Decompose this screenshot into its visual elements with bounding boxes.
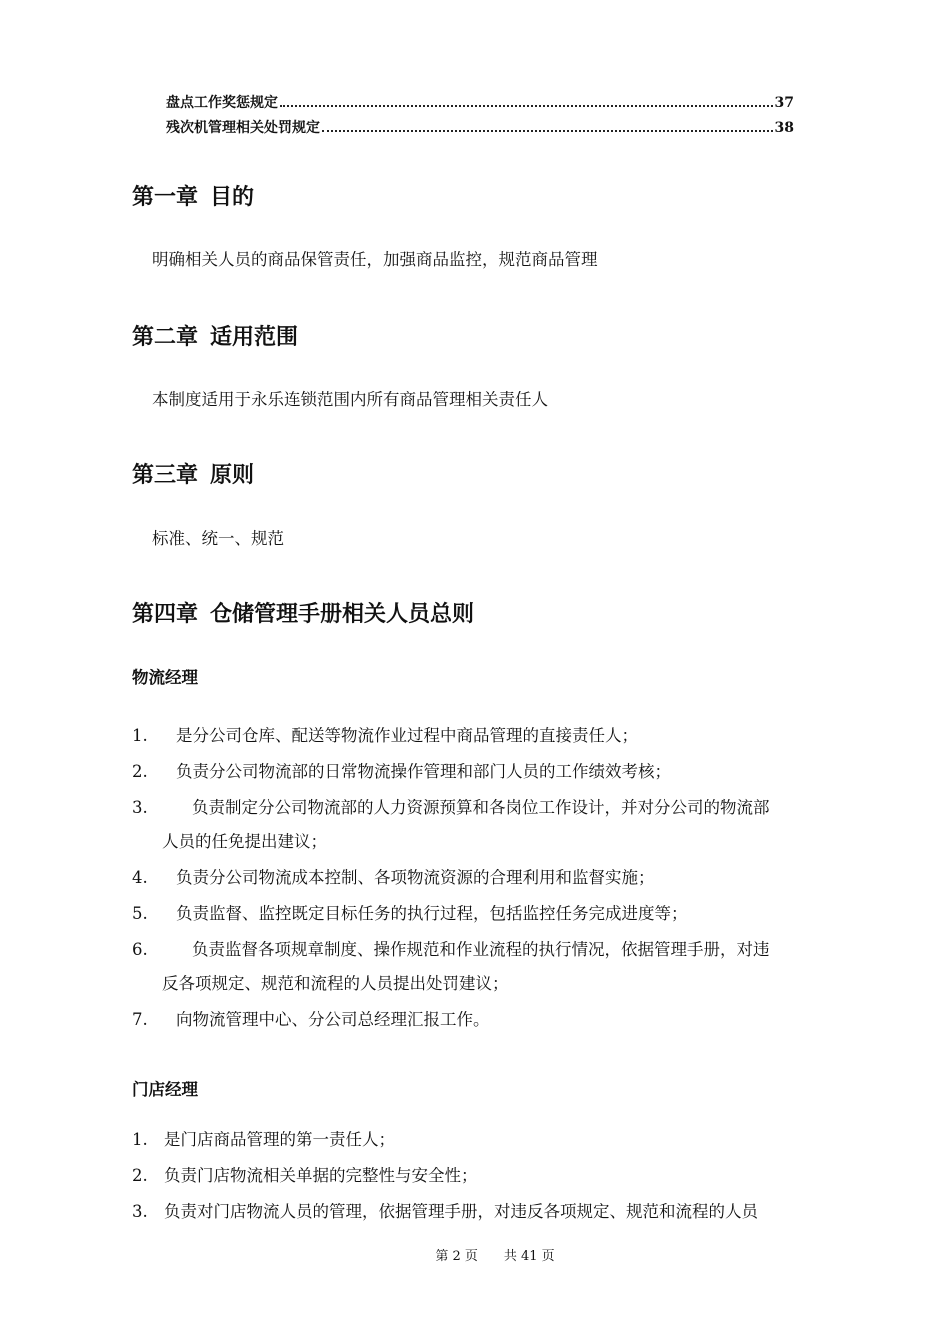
chapter-heading — [132, 458, 254, 489]
list-item: 2. 负责门店物流相关单据的完整性与安全性； — [132, 1166, 478, 1185]
toc-entry-title: 残次机管理相关处罚规定 — [166, 120, 320, 136]
chapter-heading — [132, 180, 254, 211]
chapter-number: 第二章 — [132, 325, 199, 350]
chapter-title: 目的 — [210, 185, 255, 210]
toc-entry[interactable] — [166, 92, 794, 117]
toc-entry[interactable] — [166, 117, 794, 142]
chapter-number: 第一章 — [132, 185, 199, 210]
page-total: 共 41 页 — [503, 1249, 555, 1264]
list-item: 1. 是分公司仓库、配送等物流作业过程中商品管理的直接责任人； — [132, 726, 638, 745]
toc-entry-page: 38 — [774, 120, 794, 136]
chapter-title: 原则 — [210, 463, 255, 488]
chapter-number: 第四章 — [132, 602, 199, 627]
list-item: 4. 负责分公司物流成本控制、各项物流资源的合理利用和监督实施； — [132, 868, 655, 887]
table-of-contents — [166, 92, 794, 142]
logistics-manager-duties — [132, 718, 866, 1038]
chapter-heading — [132, 597, 474, 628]
list-item: 2. 负责分公司物流部的日常物流操作管理和部门人员的工作绩效考核； — [132, 762, 671, 781]
list-item: 3. 负责制定分公司物流部的人力资源预算和各岗位工作设计，并对分公司的物流部 人员的任免提出建议； — [132, 798, 770, 851]
chapter-body: 明确相关人员的商品保管责任，加强商品监控，规范商品管理 — [152, 250, 598, 269]
list-item: 5. 负责监督、监控既定目标任务的执行过程，包括监控任务完成进度等； — [132, 904, 688, 923]
page-number: 第 2 页 — [435, 1249, 478, 1264]
list-item: 6. 负责监督各项规章制度、操作规范和作业流程的执行情况，依据管理手册，对违 反各项规定、规范和流程的人员提出处罚建议； — [132, 940, 770, 993]
chapter-title: 仓储管理手册相关人员总则 — [210, 602, 475, 627]
store-manager-duties — [132, 1122, 866, 1230]
chapter-body: 标准、统一、规范 — [152, 529, 284, 548]
toc-entry-page: 37 — [774, 95, 794, 111]
list-item: 3. 负责对门店物流人员的管理，依据管理手册，对违反各项规定、规范和流程的人员 — [132, 1202, 758, 1221]
section-heading-store-manager: 门店经理 — [132, 1080, 198, 1099]
section-heading-logistics-manager: 物流经理 — [132, 668, 198, 687]
chapter-title: 适用范围 — [210, 325, 299, 350]
toc-entry-title: 盘点工作奖惩规定 — [166, 95, 278, 111]
toc-leader-dots — [280, 104, 773, 107]
chapter-body: 本制度适用于永乐连锁范围内所有商品管理相关责任人 — [152, 390, 548, 409]
list-item: 1. 是门店商品管理的第一责任人； — [132, 1130, 395, 1149]
chapter-number: 第三章 — [132, 463, 199, 488]
chapter-heading — [132, 320, 298, 351]
list-item: 7. 向物流管理中心、分公司总经理汇报工作。 — [132, 1010, 490, 1029]
toc-leader-dots — [322, 129, 773, 132]
page-footer — [0, 1245, 950, 1264]
